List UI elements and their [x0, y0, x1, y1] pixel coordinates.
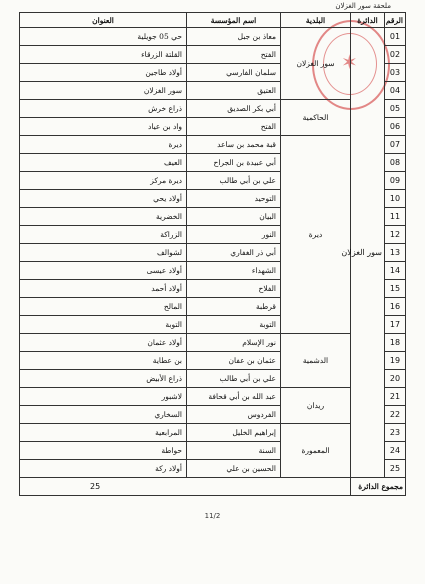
total-value: 25 [20, 478, 351, 496]
star-icon: ✶ [341, 50, 358, 74]
row-num: 18 [385, 334, 406, 352]
school-name: علي بن أبي طالب [187, 172, 281, 190]
row-num: 06 [385, 118, 406, 136]
row-num: 12 [385, 226, 406, 244]
table-row [20, 334, 406, 352]
total-label: مجموع الدائرة [351, 478, 406, 496]
school-name: قبة محمد بن ساعد [187, 136, 281, 154]
school-name: السنة [187, 442, 281, 460]
row-num: 11 [385, 208, 406, 226]
school-name: أبي بكر الصديق [187, 100, 281, 118]
row-num: 25 [385, 460, 406, 478]
school-address: لشوالف [20, 244, 187, 262]
school-address: الزراكة [20, 226, 187, 244]
school-address: أولاد عثمان [20, 334, 187, 352]
school-name: التوحيد [187, 190, 281, 208]
school-name: علي بن أبي طالب [187, 370, 281, 388]
school-address: القلتة الزرقاء [20, 46, 187, 64]
school-address: سور الغزلان [20, 82, 187, 100]
school-address: أولاد طاجين [20, 64, 187, 82]
school-name: التوبة [187, 316, 281, 334]
commune-cell: سور الغزلان [281, 28, 351, 100]
school-address: ذراع الأبيض [20, 370, 187, 388]
table-row [20, 100, 406, 118]
school-name: أبي عبيدة بن الجراح [187, 154, 281, 172]
school-name: عثمان بن عفان [187, 352, 281, 370]
col-address: العنوان [20, 13, 187, 28]
school-name: الشهداء [187, 262, 281, 280]
row-num: 14 [385, 262, 406, 280]
school-name: الفتح [187, 46, 281, 64]
school-address: المرابعية [20, 424, 187, 442]
school-address: أولاد يحي [20, 190, 187, 208]
school-address: الخضرية [20, 208, 187, 226]
table-header-row [20, 13, 406, 28]
school-name: الحسين بن علي [187, 460, 281, 478]
row-num: 20 [385, 370, 406, 388]
schools-table [19, 12, 406, 496]
table-row [20, 136, 406, 154]
row-num: 15 [385, 280, 406, 298]
col-num: الرقم [385, 13, 406, 28]
commune-cell: المعمورة [281, 424, 351, 478]
row-num: 07 [385, 136, 406, 154]
commune-cell: ريدان [281, 388, 351, 424]
commune-cell: الدشمية [281, 334, 351, 388]
school-name: عبد الله بن أبي قحافة [187, 388, 281, 406]
col-daira: الدائرة [351, 13, 385, 28]
table-row [20, 388, 406, 406]
page-header: ملحقة سور الغزلان [335, 2, 391, 10]
school-address: لاشبور [20, 388, 187, 406]
row-num: 24 [385, 442, 406, 460]
row-num: 22 [385, 406, 406, 424]
school-address: بن عطاية [20, 352, 187, 370]
school-address: العيف [20, 154, 187, 172]
row-num: 02 [385, 46, 406, 64]
row-num: 08 [385, 154, 406, 172]
col-school: اسم المؤسسة [187, 13, 281, 28]
school-name: قرطبة [187, 298, 281, 316]
row-num: 03 [385, 64, 406, 82]
row-num: 16 [385, 298, 406, 316]
school-address: المالح [20, 298, 187, 316]
table-row [20, 424, 406, 442]
school-address: ديرة مركز [20, 172, 187, 190]
school-address: ذراع خرش [20, 100, 187, 118]
school-name: البيان [187, 208, 281, 226]
school-name: النور [187, 226, 281, 244]
school-name: سلمان الفارسي [187, 64, 281, 82]
school-address: التوبة [20, 316, 187, 334]
table-row [20, 28, 406, 46]
school-address: أولاد أحمد [20, 280, 187, 298]
school-name: الفتح [187, 118, 281, 136]
school-address: حواطة [20, 442, 187, 460]
row-num: 10 [385, 190, 406, 208]
row-num: 17 [385, 316, 406, 334]
school-name: أبي ذر الغفاري [187, 244, 281, 262]
commune-cell: الحاكمية [281, 100, 351, 136]
school-name: الفردوس [187, 406, 281, 424]
school-address: واد بن عياد [20, 118, 187, 136]
school-address: أولاد ركة [20, 460, 187, 478]
row-num: 09 [385, 172, 406, 190]
row-num: 19 [385, 352, 406, 370]
row-num: 21 [385, 388, 406, 406]
commune-cell: ديرة [281, 136, 351, 334]
total-row [20, 478, 406, 496]
row-num: 23 [385, 424, 406, 442]
school-name: الفلاح [187, 280, 281, 298]
school-name: إبراهيم الخليل [187, 424, 281, 442]
row-num: 01 [385, 28, 406, 46]
school-name: معاذ بن جبل [187, 28, 281, 46]
school-name: نور الإسلام [187, 334, 281, 352]
row-num: 05 [385, 100, 406, 118]
daira-cell: سور الغزلان [351, 28, 385, 478]
school-name: العتيق [187, 82, 281, 100]
school-address: السخاري [20, 406, 187, 424]
school-address: أولاد عيسى [20, 262, 187, 280]
row-num: 13 [385, 244, 406, 262]
row-num: 04 [385, 82, 406, 100]
school-address: حي 05 جويلية [20, 28, 187, 46]
col-commune: البلدية [281, 13, 351, 28]
page-number: 11/2 [204, 512, 221, 520]
school-address: ديرة [20, 136, 187, 154]
